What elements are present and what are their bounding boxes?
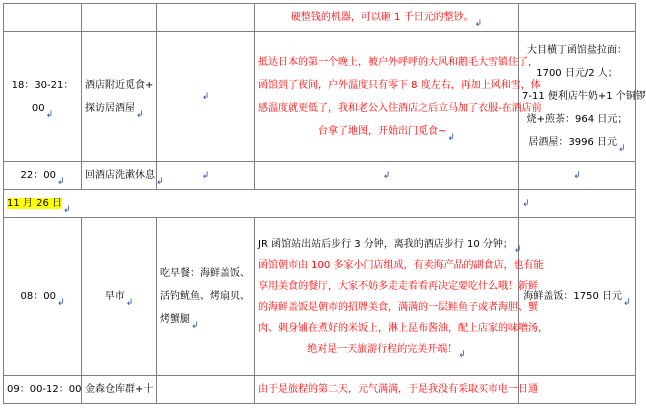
paragraph-mark-icon: ↲ <box>125 298 134 308</box>
cell-time <box>4 4 82 32</box>
description-line: 感温度就更低了，我和老公入住酒店之后立马加了衣服-在酒店前 <box>258 102 542 114</box>
cell-place <box>82 218 157 376</box>
place-text: 回酒店洗漱休息 <box>85 170 155 181</box>
cost-line: 大目横丁函馆盐拉面： <box>527 45 627 56</box>
table-row <box>4 32 636 162</box>
cell-place <box>82 162 164 190</box>
place-line: 探访居酒屋 <box>85 102 135 114</box>
description-line: JR 函馆站出站后步行 3 分钟，离我的酒店步行 10 分钟； <box>258 238 513 250</box>
paragraph-mark-icon: ↲ <box>136 109 144 120</box>
cell-food <box>157 218 255 376</box>
cost-line: 1700 日元/2 人； <box>536 68 618 79</box>
time-text: 09：00-12：00 <box>7 384 82 395</box>
cell-date <box>4 190 519 218</box>
cell-cost <box>519 218 636 376</box>
place-line: 酒店附近觅食+ <box>85 79 154 91</box>
cell-description <box>255 162 519 190</box>
paragraph-mark-icon: ↲ <box>56 298 65 308</box>
cell-food <box>157 4 255 32</box>
description-line: 台拿了地图，开始出门觅食~ <box>318 125 447 137</box>
place-text: 早市 <box>104 291 125 302</box>
cell-time <box>4 218 82 376</box>
cell-place <box>82 32 157 162</box>
cell-food <box>157 32 255 162</box>
cell-food <box>157 162 255 190</box>
cell-time <box>4 376 82 404</box>
cell-description <box>255 32 542 162</box>
paragraph-mark-icon: ↲ <box>56 177 65 187</box>
paragraph-mark-icon: ↲ <box>474 19 483 29</box>
description-line: 享用美食的餐厅，大家不妨多走走看看再决定要吃什么哦！新鲜 <box>258 280 538 292</box>
food-line: 活钓鱿鱼、烤扇贝、 <box>160 291 250 302</box>
paragraph-mark-icon: ↲ <box>458 349 466 360</box>
cost-line: 居酒屋：3996 日元 <box>528 137 618 148</box>
paragraph-mark-icon: ↲ <box>623 298 631 308</box>
place-text: 金森仓库群+十 <box>85 384 154 395</box>
time-text: 18：30-21：00 <box>11 79 74 114</box>
table-row <box>4 4 636 32</box>
table-row <box>4 162 636 190</box>
paragraph-mark-icon: ↲ <box>522 199 530 209</box>
cell-time <box>4 162 82 190</box>
cell-place <box>82 4 157 32</box>
description-line: 肉、刺身铺在煮好的米饭上，淋上昆布酱油，配上店家的味噌汤， <box>258 322 548 334</box>
cost-text: 海鲜盖饭：1750 日元 <box>523 291 623 302</box>
cell-cost <box>519 190 636 218</box>
cell-description <box>255 376 538 404</box>
cell-time <box>4 32 82 162</box>
food-line: 吃早餐：海鲜盖饭、 <box>160 268 250 279</box>
cell-place <box>82 376 157 404</box>
description-text: 由于是旅程的第二天，元气满满，于是我没有采取买市电一日通 <box>258 384 538 395</box>
cell-cost <box>519 32 646 162</box>
paragraph-mark-icon: ↲ <box>63 205 71 215</box>
paragraph-mark-icon: ↲ <box>156 177 164 187</box>
description-line: 抵达日本的第一个晚上，被户外呼呼的大风和鹅毛大雪镇住了， <box>258 56 538 68</box>
description-line: 函馆到了夜间，户外温度只有零下 8 度左右，再加上风和雪，体 <box>258 79 541 91</box>
paragraph-mark-icon: ↲ <box>382 171 391 181</box>
itinerary-table <box>3 3 646 404</box>
cell-description <box>255 4 519 32</box>
cost-line: 7-11 便利店牛奶+1 个铜锣 <box>522 91 646 102</box>
cell-food <box>157 376 255 404</box>
cell-description <box>255 218 548 376</box>
table-row <box>4 190 636 218</box>
paragraph-mark-icon: ↲ <box>201 92 210 102</box>
paragraph-mark-icon: ↲ <box>447 132 455 143</box>
paragraph-mark-icon: ↲ <box>513 244 522 255</box>
date-label: 11 月 26 日 <box>7 198 62 209</box>
paragraph-mark-icon: ↲ <box>573 171 581 181</box>
table-row <box>4 376 636 404</box>
food-line: 烤蟹腿 <box>160 314 190 325</box>
paragraph-mark-icon: ↲ <box>201 171 210 181</box>
paragraph-mark-icon: ↲ <box>191 321 199 331</box>
cost-line: 烧+煎茶：964 日元； <box>526 114 628 125</box>
description-line: 函馆朝市由 100 多家小门店组成，有卖海产品的副食店，也有能 <box>258 259 544 271</box>
description-line: 绝对是一天旅游行程的完美开端！ <box>307 343 458 355</box>
cell-cost <box>519 162 636 190</box>
table-row <box>4 218 636 376</box>
description-text: 硬整钱的机器，可以砸 1 千日元的整钞。 <box>290 12 474 23</box>
description-line: 的海鲜盖饭是朝市的招牌美食，满满的一层鲑鱼子或者海胆、蟹 <box>258 301 538 313</box>
paragraph-mark-icon: ↲ <box>45 109 54 120</box>
paragraph-mark-icon: ↲ <box>618 144 626 154</box>
time-text: 08：00 <box>20 291 56 302</box>
time-text: 22：00 <box>20 170 56 181</box>
cell-cost <box>519 4 636 32</box>
